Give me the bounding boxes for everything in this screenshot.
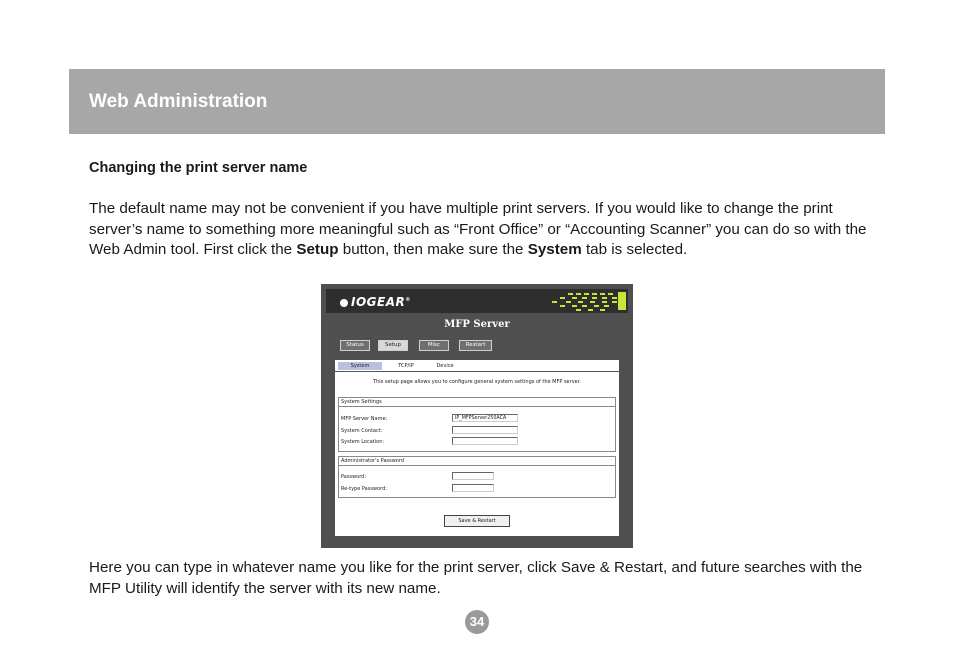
logo-text: IOGEAR <box>351 295 406 309</box>
intro-paragraph <box>89 199 869 261</box>
retype-password-label: Re-type Password: <box>341 486 387 492</box>
screenshot-header <box>326 289 628 313</box>
tab-bar <box>335 360 619 372</box>
divider <box>339 406 615 407</box>
nav-misc-button[interactable]: Misc <box>419 340 449 351</box>
admin-password-legend: Administrator's Password <box>341 458 405 464</box>
intro-text-2: button, then make sure the <box>338 241 528 258</box>
intro-text-3: tab is selected. <box>581 241 688 258</box>
system-settings-legend: System Settings <box>341 399 382 405</box>
iogear-logo <box>340 295 411 309</box>
retype-password-input[interactable] <box>452 484 494 492</box>
page-header-banner <box>69 69 885 134</box>
system-location-label: System Location: <box>341 439 385 445</box>
system-settings-group <box>338 397 616 452</box>
nav-restart-button[interactable]: Restart <box>459 340 492 351</box>
section-heading: Changing the print server name <box>89 160 308 176</box>
green-dots-decoration-icon <box>546 289 628 313</box>
page-number: 34 <box>465 610 489 634</box>
system-location-input[interactable] <box>452 437 518 445</box>
nav-status-button[interactable]: Status <box>340 340 370 351</box>
intro-bold-setup: Setup <box>296 241 339 258</box>
mfp-server-title: MFP Server <box>444 319 510 330</box>
intro-text-1: The default name may not be convenient if you have multiple print servers. If you would like to change the print server’s name to something more meaningful such as “Front Office” or “Accounting Scanner” you can do so with the Web Admin tool. First click the <box>89 200 867 258</box>
system-contact-input[interactable] <box>452 426 518 434</box>
tab-tcpip[interactable]: TCP/IP <box>398 363 414 369</box>
page-title: Web Administration <box>89 91 268 112</box>
mfp-server-screenshot <box>321 284 633 548</box>
password-label: Password: <box>341 474 367 480</box>
admin-password-group <box>338 456 616 498</box>
server-name-input[interactable]: IP_MFPServer250ACA <box>452 414 518 422</box>
tab-device[interactable]: Device <box>436 363 454 369</box>
setup-panel <box>335 360 619 536</box>
tab-system[interactable]: System <box>338 362 382 370</box>
password-input[interactable] <box>452 472 494 480</box>
server-name-label: MFP Server Name: <box>341 416 388 422</box>
intro-bold-system: System <box>527 241 582 258</box>
save-restart-button[interactable]: Save & Restart <box>444 515 510 527</box>
outro-paragraph: Here you can type in whatever name you like for the print server, click Save & Restart, and future searches with the MFP Utility will identify the server with its new name. <box>89 559 863 597</box>
system-contact-label: System Contact: <box>341 428 383 434</box>
divider <box>339 465 615 466</box>
logo-registered-mark: ® <box>405 297 411 303</box>
iogear-logo-icon <box>340 299 348 307</box>
setup-description: This setup page allows you to configure general system settings of the MFP server. <box>373 379 581 385</box>
nav-setup-button[interactable]: Setup <box>378 340 408 351</box>
